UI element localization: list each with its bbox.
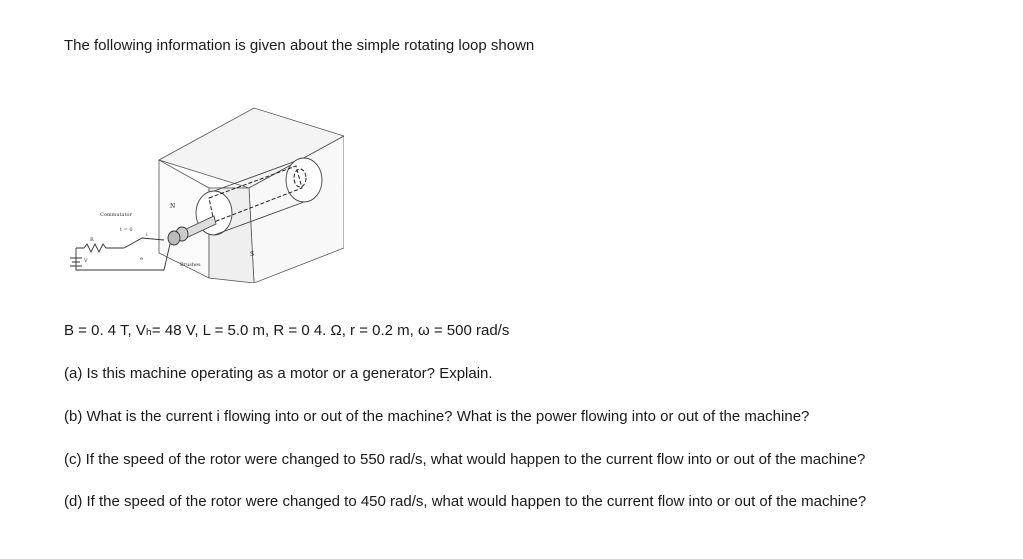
eind-label: e xyxy=(140,256,143,262)
question-b: (b) What is the current i flowing into or out of the machine? What is the power flowing into or out of the machine? xyxy=(64,408,810,425)
rotating-loop-figure xyxy=(64,88,344,283)
external-circuit xyxy=(70,238,170,270)
question-a: (a) Is this machine operating as a motor or a generator? Explain. xyxy=(64,365,493,382)
vb-label: V xyxy=(84,258,88,264)
r-label: R xyxy=(90,237,94,243)
south-label: S xyxy=(250,251,255,258)
question-c: (c) If the speed of the rotor were changed to 550 rad/s, what would happen to the current flow into or out of the machine? xyxy=(64,451,866,468)
intro-text: The following information is given about the simple rotating loop shown xyxy=(64,37,535,54)
north-label: N xyxy=(170,203,176,210)
brushes-label: Brushes xyxy=(180,262,201,268)
t-label: t = 0 xyxy=(120,227,133,233)
i-label: i xyxy=(146,232,148,238)
given-parameters: B = 0. 4 T, Vₕ= 48 V, L = 5.0 m, R = 0 4. Ω, r = 0.2 m, ω = 500 rad/s xyxy=(64,322,510,339)
question-d: (d) If the speed of the rotor were changed to 450 rad/s, what would happen to the current flow into or out of the machine? xyxy=(64,493,867,510)
commutator-label: Commutator xyxy=(100,212,132,218)
